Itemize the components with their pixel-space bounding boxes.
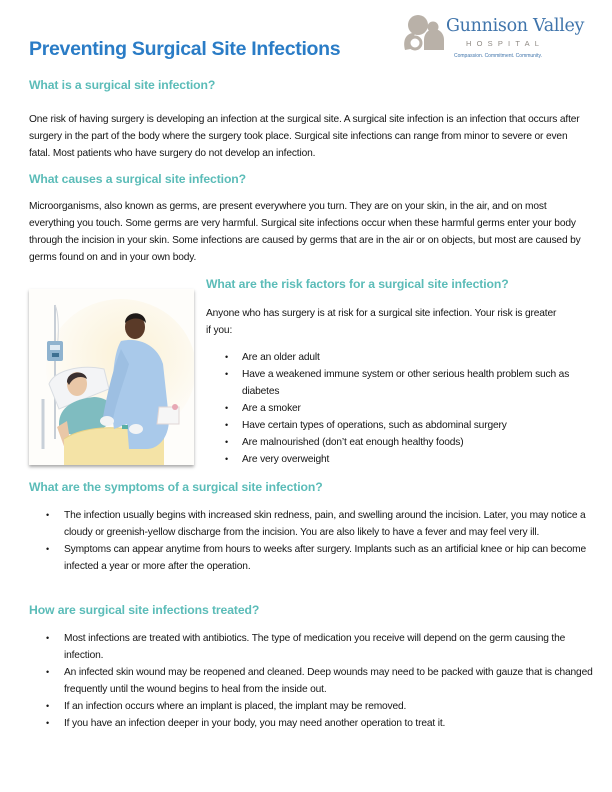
section-body-causes: Microorganisms, also known as germs, are present everywhere you turn. They are on your skin, in the air, and on most everything you touch. Some germs are very harmful. Surgical site infections occur when these harmful germs enter your body through the incision in your skin. Some infections are caused by germs that are in the air or on objects, but most are caused by germs found on and in your own body.	[29, 201, 581, 263]
list-item-text: Most infections are treated with antibiotics. The type of medication you receive will depend on the germ causing the infection.	[64, 633, 566, 661]
list-item	[222, 451, 582, 468]
hospital-logo	[402, 12, 585, 64]
list-item-text: Have certain types of operations, such as abdominal surgery	[242, 420, 507, 431]
list-item-text: Symptoms can appear anytime from hours to weeks after surgery. Implants such as an artificial knee or hip can become infected a year or more after the operation.	[64, 544, 587, 572]
list-item	[43, 630, 603, 664]
list-item-text: Are a smoker	[242, 403, 301, 414]
list-item	[222, 434, 582, 451]
bullet-icon: •	[225, 369, 229, 379]
list-item	[43, 507, 598, 541]
section-heading-causes: What causes a surgical site infection?	[29, 172, 246, 186]
list-item-text: An infected skin wound may be reopened and cleaned. Deep wounds may need to be packed with gauze that is changed frequently until the wound begins to heal from the inside out.	[64, 667, 593, 695]
bullet-icon: •	[225, 352, 229, 362]
list-item	[222, 349, 582, 366]
bullet-icon: •	[46, 667, 50, 677]
risk-factors-list	[222, 349, 582, 468]
bullet-icon: •	[46, 544, 50, 554]
section-heading-treatment: How are surgical site infections treated?	[29, 603, 260, 617]
list-item	[43, 698, 603, 715]
bullet-icon: •	[225, 454, 229, 464]
list-item	[222, 400, 582, 417]
logo-name: Gunnison Valley	[446, 16, 585, 36]
list-item-text: Are malnourished (don’t eat enough healthy foods)	[242, 437, 464, 448]
list-item	[43, 715, 603, 732]
list-item-text: Have a weakened immune system or other serious health problem such as diabetes	[242, 369, 570, 397]
bullet-icon: •	[225, 420, 229, 430]
bullet-icon: •	[46, 510, 50, 520]
list-item-text: Are very overweight	[242, 454, 330, 465]
list-item-text: If an infection occurs where an implant is placed, the implant may be removed.	[64, 701, 407, 712]
illustration-image	[29, 289, 194, 465]
section-heading-risk-factors: What are the risk factors for a surgical site infection?	[206, 277, 509, 291]
treatment-list	[43, 630, 603, 732]
section-intro-risk-factors: Anyone who has surgery is at risk for a surgical site infection. Your risk is greater if you:	[206, 308, 557, 336]
section-body-what-is: One risk of having surgery is developing an infection at the surgical site. A surgical site infection is an infection that occurs after surgery in the part of the body where the surgery took place. Surgical site infections can range from minor to severe or even fatal. Most patients who have surgery do not develop an infection.	[29, 114, 580, 159]
bullet-icon: •	[225, 403, 229, 413]
logo-subtitle: HOSPITAL	[466, 39, 545, 48]
people-logo-icon	[402, 12, 446, 52]
list-item-text: If you have an infection deeper in your body, you may need another operation to treat it.	[64, 718, 446, 729]
logo-tagline: Compassion. Commitment. Community.	[454, 53, 542, 59]
bullet-icon: •	[46, 633, 50, 643]
symptoms-list	[43, 507, 598, 575]
list-item	[222, 417, 582, 434]
list-item-text: Are an older adult	[242, 352, 320, 363]
list-item	[43, 541, 598, 575]
bullet-icon: •	[225, 437, 229, 447]
bullet-icon: •	[46, 701, 50, 711]
list-item	[43, 664, 603, 698]
doctor-patient-illustration	[29, 289, 194, 465]
section-heading-symptoms: What are the symptoms of a surgical site infection?	[29, 480, 323, 494]
bullet-icon: •	[46, 718, 50, 728]
list-item-text: The infection usually begins with increased skin redness, pain, and swelling around the incision. Later, you may notice a cloudy or greenish-yellow discharge from the incision. You are also likely to have a fever and may feel very ill.	[64, 510, 586, 538]
section-heading-what-is: What is a surgical site infection?	[29, 78, 216, 92]
page-title: Preventing Surgical Site Infections	[29, 38, 341, 60]
list-item	[222, 366, 582, 400]
